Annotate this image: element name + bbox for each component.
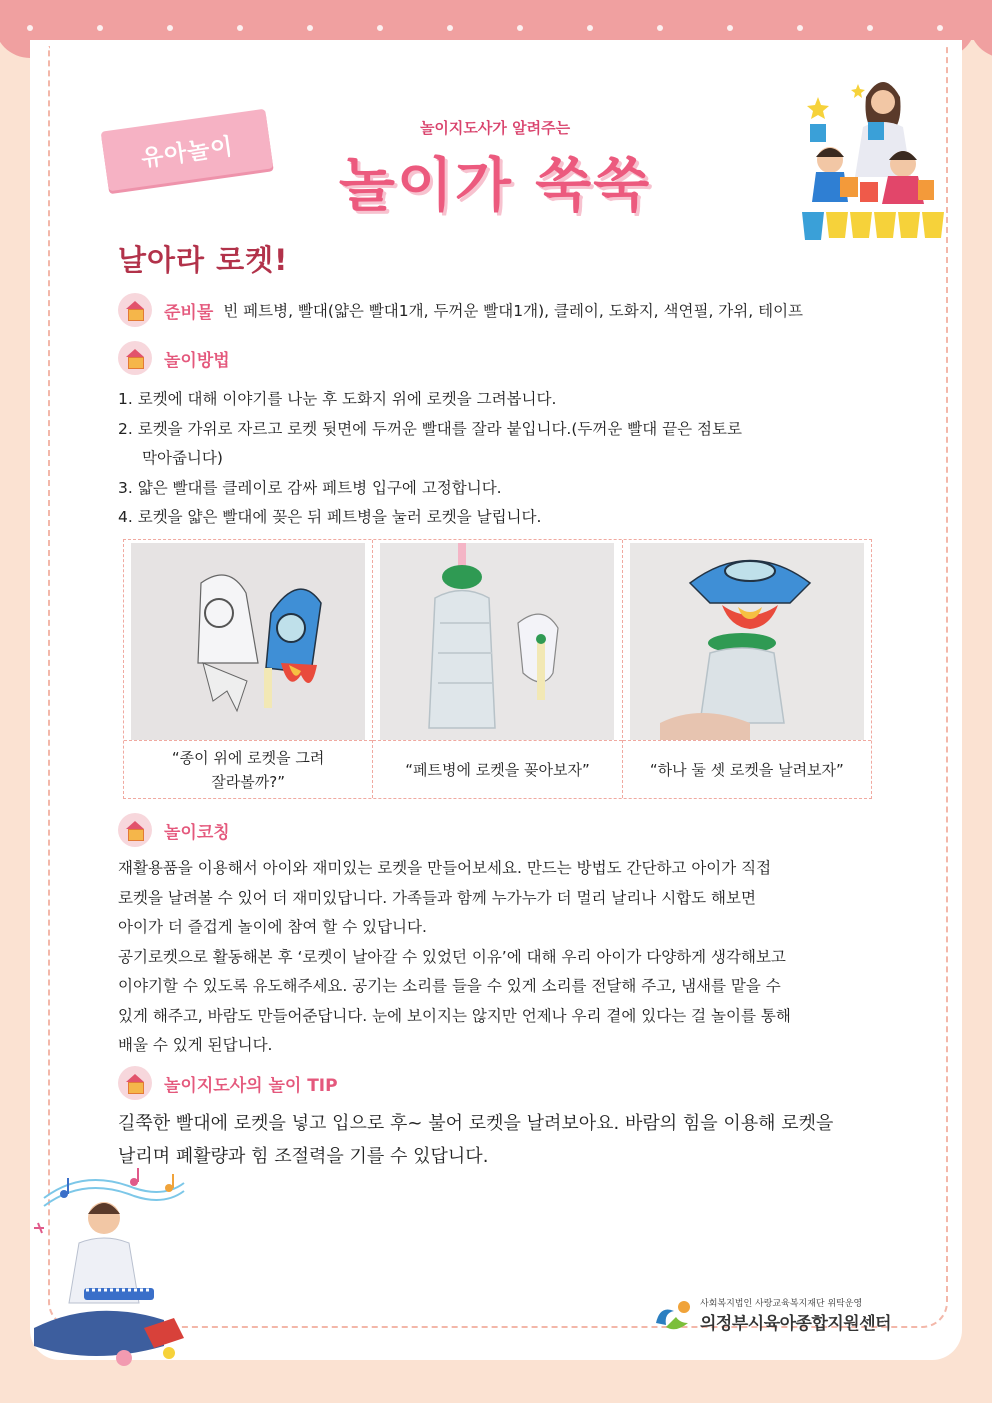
photo-caption	[373, 740, 621, 798]
header-title: 놀이가 쑥쑥	[338, 151, 652, 219]
house-icon	[118, 813, 152, 847]
photo-table	[123, 539, 872, 799]
coaching-line: 로켓을 날려볼 수 있어 더 재미있답니다. 가족들과 함께 누가누가 더 멀리 날리나 시합도 해보면	[118, 888, 756, 907]
tip-paragraph	[118, 1107, 874, 1173]
org-logo-icon	[652, 1297, 696, 1333]
activity-title: 날아라 로켓!	[118, 243, 289, 277]
method-section-header	[118, 341, 230, 375]
photo-caption-line: 잘라볼까?”	[211, 772, 285, 791]
teacher-kids-illustration	[788, 72, 948, 247]
house-icon	[118, 293, 152, 327]
materials-text: 빈 페트병, 빨대(얇은 빨대1개, 두꺼운 빨대1개), 클레이, 도화지, 색연필, 가위, 테이프	[223, 302, 804, 320]
coaching-paragraph	[118, 854, 874, 1061]
coaching-line: 재활용품을 이용해서 아이와 재미있는 로켓을 만들어보세요. 만드는 방법도 간단하고 아이가 직접	[118, 859, 772, 877]
org-subtitle: 사회복지법인 사랑교육복지재단 위탁운영	[700, 1299, 863, 1309]
org-logo	[652, 1296, 891, 1334]
category-badge-label: 유아놀이	[139, 133, 236, 172]
rocket-drawing-photo	[131, 543, 365, 740]
photo-caption	[124, 740, 372, 798]
tip-section-header	[118, 1066, 338, 1100]
method-step: 2. 로켓을 가위로 자르고 로켓 뒷면에 두꺼운 빨대를 잘라 붙입니다.(두꺼운 빨대 끝은 점토로	[118, 419, 742, 438]
materials-label: 준비물	[164, 302, 214, 323]
photo-caption-line: “하나 둘 셋 로켓을 날려보자”	[649, 760, 844, 779]
org-name: 의정부시육아종합지원센터	[700, 1314, 892, 1334]
method-step: 3. 얇은 빨대를 클레이로 감싸 페트병 입구에 고정합니다.	[118, 478, 502, 497]
tip-line: 길쭉한 빨대에 로켓을 넣고 입으로 후~ 불어 로켓을 날려보아요. 바람의 힘을 이용해 로켓을	[118, 1113, 834, 1134]
header-subtitle: 놀이지도사가 알려주는	[419, 119, 571, 137]
method-label: 놀이방법	[164, 350, 230, 371]
coaching-line: 공기로켓으로 활동해본 후 ‘로켓이 날아갈 수 있었던 이유’에 대해 우리 아이가 다양하게 생각해보고	[118, 947, 786, 966]
coaching-label: 놀이코칭	[164, 822, 230, 843]
materials-section	[118, 293, 803, 327]
photo-caption	[623, 740, 871, 798]
coaching-line: 이야기할 수 있도록 유도해주세요. 공기는 소리를 들을 수 있게 소리를 전달해 주고, 냄새를 맡을 수	[118, 977, 781, 995]
photo-cell	[373, 540, 622, 798]
method-step-continuation: 막아줍니다)	[142, 449, 223, 467]
photo-caption-line: “종이 위에 로켓을 그려	[171, 748, 325, 767]
coaching-line: 배울 수 있게 된답니다.	[118, 1036, 273, 1054]
house-icon	[118, 341, 152, 375]
method-step: 4. 로켓을 얇은 빨대에 꽂은 뒤 페트병을 눌러 로켓을 날립니다.	[118, 508, 542, 526]
rocket-launch-photo	[630, 543, 864, 740]
coaching-line: 있게 해주고, 바람도 만들어준답니다. 눈에 보이지는 않지만 언제나 우리 곁에 있다는 걸 놀이를 통해	[118, 1006, 791, 1025]
photo-cell	[623, 540, 871, 798]
coaching-section-header	[118, 813, 230, 847]
method-step: 1. 로켓에 대해 이야기를 나눈 후 도화지 위에 로켓을 그려봅니다.	[118, 390, 557, 408]
tip-label: 놀이지도사의 놀이 TIP	[164, 1075, 338, 1096]
photo-caption-line: “페트병에 로켓을 꽂아보자”	[405, 760, 590, 779]
photo-cell	[124, 540, 373, 798]
musician-illustration	[24, 1168, 204, 1388]
method-steps	[118, 385, 874, 533]
bottle-rocket-photo	[380, 543, 614, 740]
coaching-line: 아이가 더 즐겁게 놀이에 참여 할 수 있답니다.	[118, 918, 427, 936]
house-icon	[118, 1066, 152, 1100]
tip-line: 날리며 폐활량과 힘 조절력을 기를 수 있답니다.	[118, 1146, 489, 1167]
